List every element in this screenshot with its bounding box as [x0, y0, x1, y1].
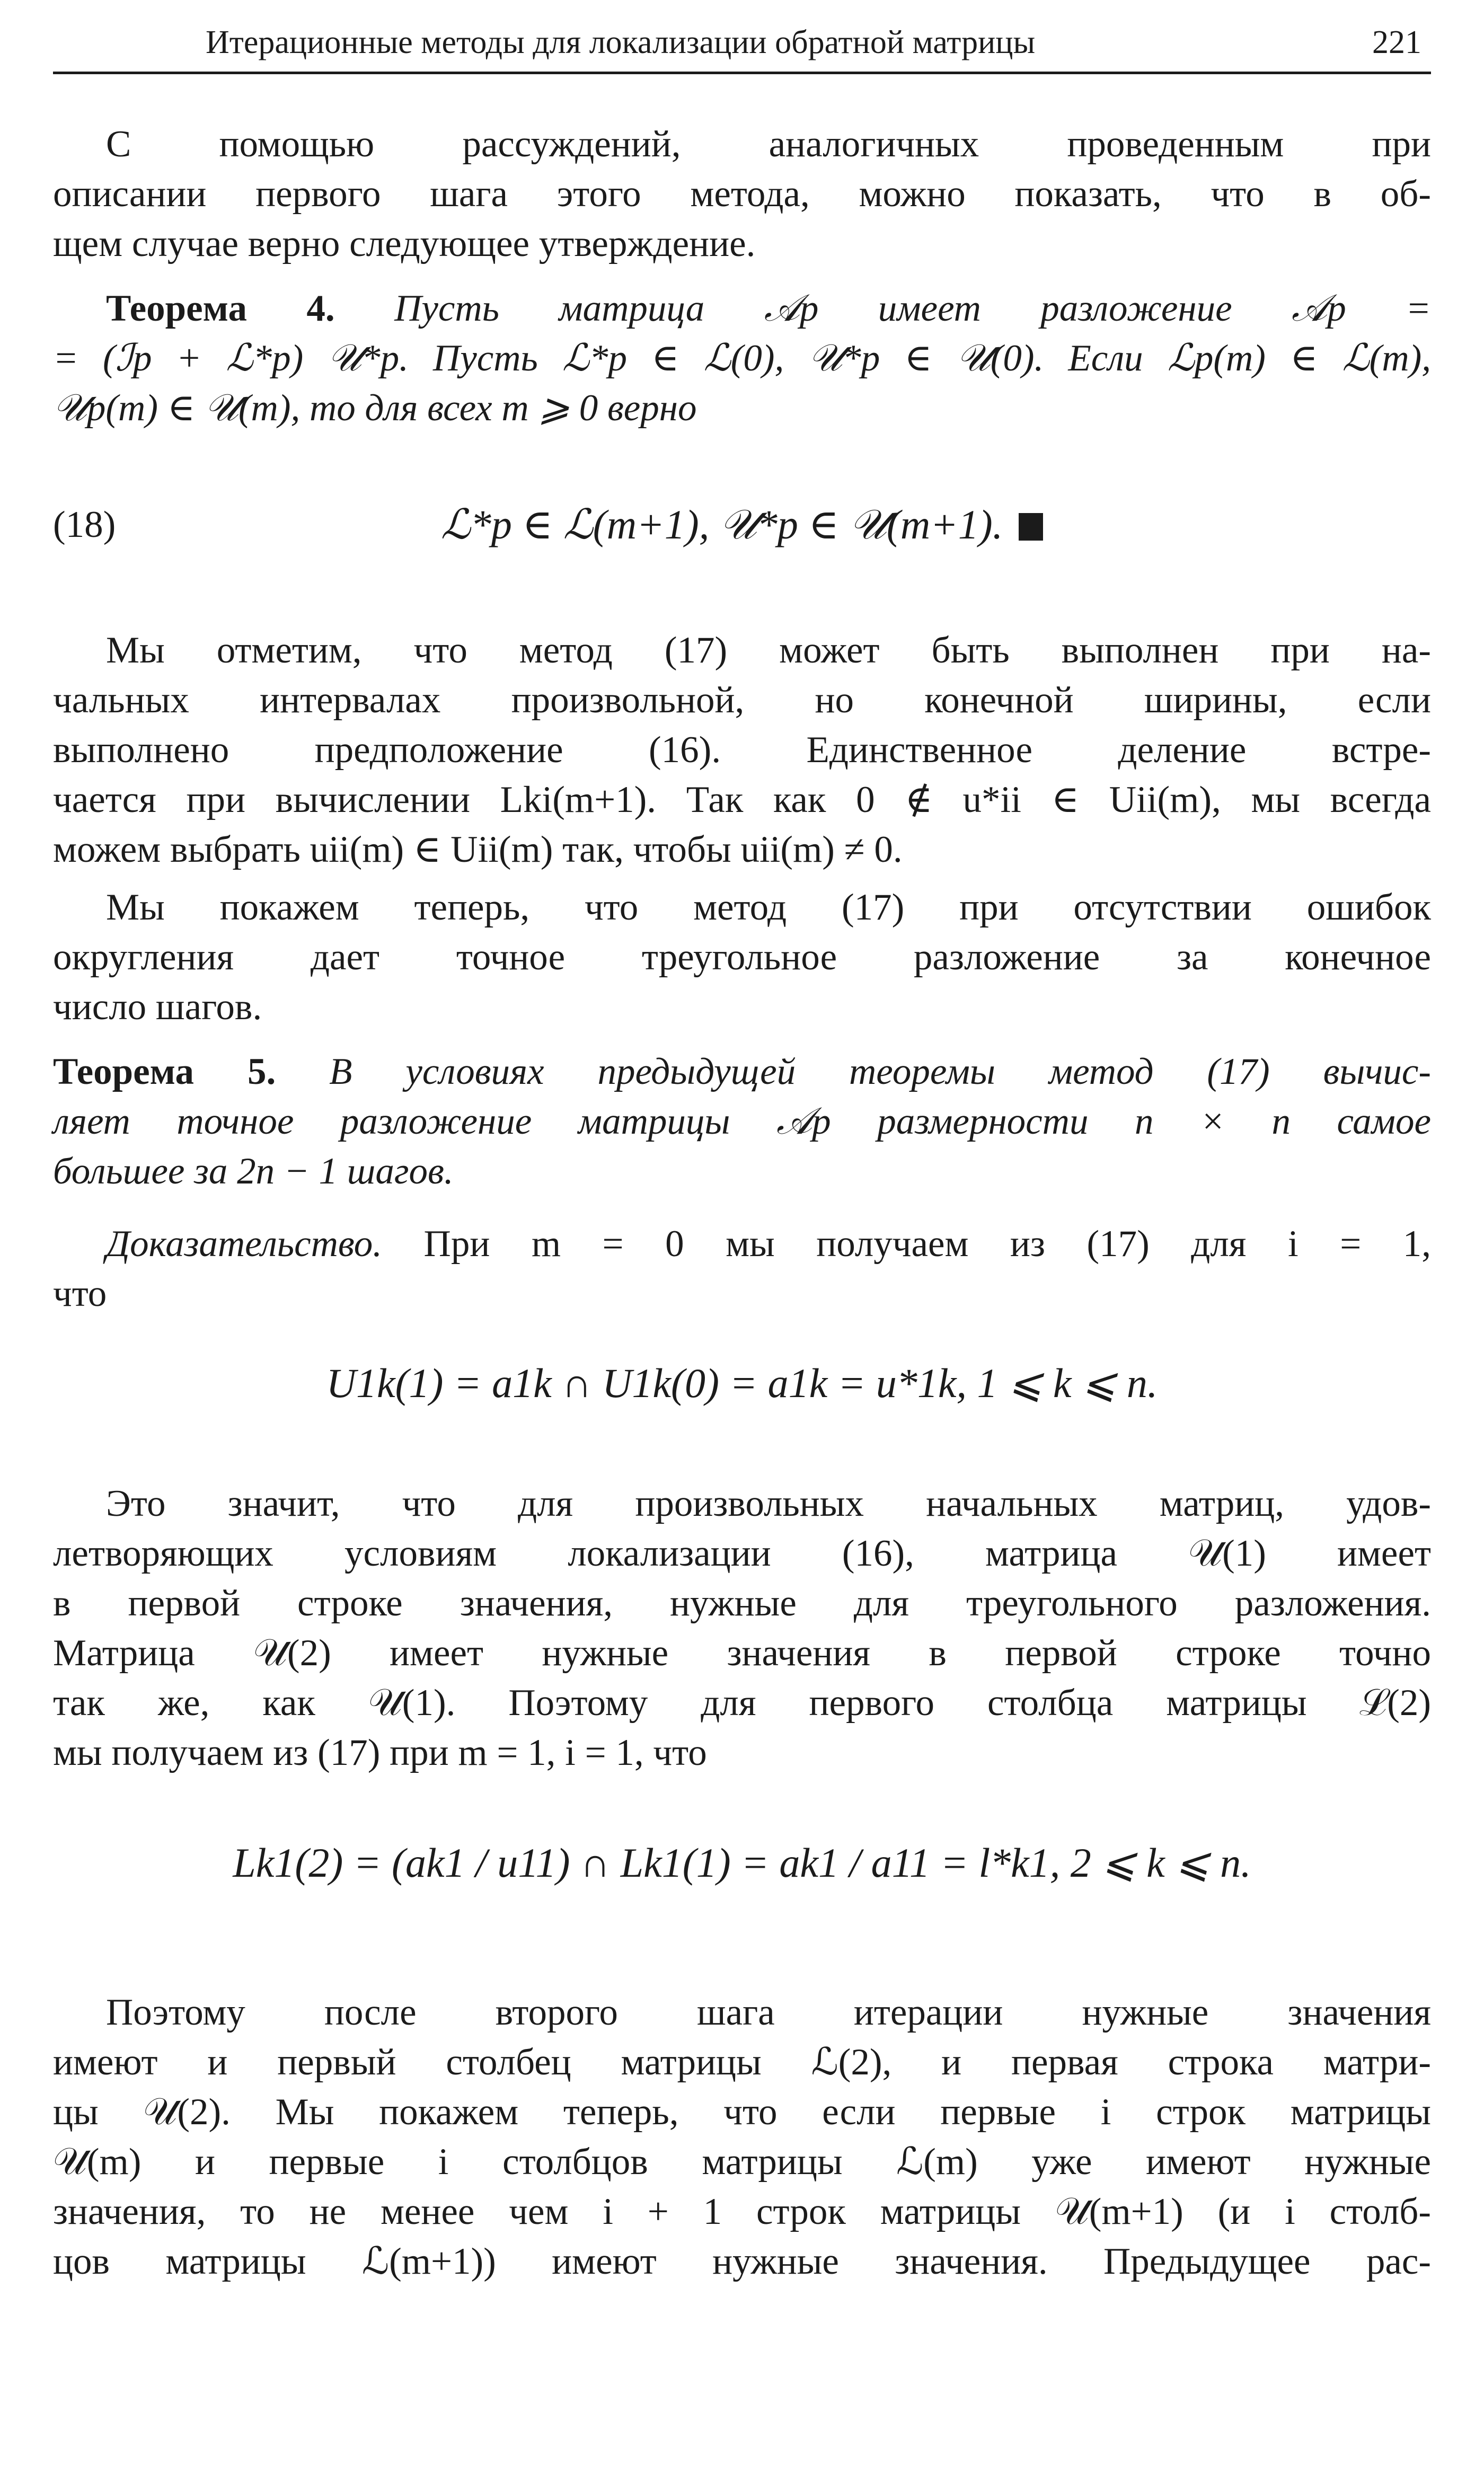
equation-18	[0, 496, 1484, 554]
theorem-4-line-2: = (ℐp + ℒ*p) 𝒰*p. Пусть ℒ*p ∈ ℒ(0), 𝒰*p ∈ 𝒰(0). Если ℒp(m) ∈ ℒ(m),	[53, 338, 1431, 379]
proof-line-2: что	[53, 1273, 107, 1314]
theorem-5-line-3: большее за 2n − 1 шагов.	[53, 1151, 454, 1192]
equation-u1k: U1k(1) = a1k ∩ U1k(0) = a1k = u*1k, 1 ⩽ k ⩽ n.	[326, 1360, 1158, 1406]
paragraph-4-line-6: мы получаем из (17) при m = 1, i = 1, что	[53, 1732, 707, 1773]
theorem-5-head: Теорема 5.	[53, 1051, 276, 1092]
theorem-4-text-1: Пусть матрица 𝒜p имеет разложение 𝒜p =	[394, 288, 1431, 329]
paragraph-5-line-1: Поэтому после второго шага итерации нужные значения	[106, 1992, 1431, 2033]
theorem-4-line-1	[53, 284, 1431, 333]
paragraph-5-line-5: значения, то не менее чем i + 1 строк матрицы 𝒰(m+1) (и i столб-	[53, 2191, 1431, 2232]
paragraph-3-line-3: число шагов.	[53, 986, 262, 1028]
paragraph-5-line-3: цы 𝒰(2). Мы покажем теперь, что если первые i строк матрицы	[53, 2091, 1431, 2133]
proof-text-1: При m = 0 мы получаем из (17) для i = 1,	[423, 1223, 1432, 1265]
paragraph-2-line-5: можем выбрать uii(m) ∈ Uii(m) так, чтобы uii(m) ≠ 0.	[53, 829, 903, 870]
paragraph-2-line-4: чается при вычислении Lki(m+1). Так как 0 ∉ u*ii ∈ Uii(m), мы всегда	[53, 779, 1431, 820]
theorem-4-line-3: 𝒰p(m) ∈ 𝒰(m), то для всех m ⩾ 0 верно	[53, 387, 697, 429]
paragraph-4-line-1: Это значит, что для произвольных начальных матриц, удов-	[106, 1483, 1431, 1524]
paragraph-4-line-5: так же, как 𝒰(1). Поэтому для первого столбца матрицы ℒ(2)	[53, 1682, 1431, 1724]
paragraph-1-line-2: описании первого шага этого метода, можно показать, что в об-	[53, 173, 1431, 215]
paragraph-4-line-4: Матрица 𝒰(2) имеет нужные значения в первой строке точно	[53, 1632, 1431, 1674]
paragraph-5-line-4: 𝒰(m) и первые i столбцов матрицы ℒ(m) уже имеют нужные	[53, 2141, 1431, 2183]
paragraph-2-line-2: чальных интервалах произвольной, но конечной ширины, если	[53, 679, 1431, 721]
paragraph-4-line-3: в первой строке значения, нужные для треугольного разложения.	[53, 1583, 1431, 1624]
running-head	[53, 13, 1431, 74]
end-of-proof-square-icon	[1019, 513, 1043, 541]
equation-18-number: (18)	[53, 504, 116, 545]
paragraph-4-line-2: летворяющих условиям локализации (16), матрица 𝒰(1) имеет	[53, 1533, 1431, 1574]
theorem-4-head: Теорема 4.	[106, 288, 335, 329]
theorem-5-text-1: В условиях предыдущей теоремы метод (17) вычис-	[329, 1051, 1432, 1092]
paragraph-5-line-2: имеют и первый столбец матрицы ℒ(2), и первая строка матри-	[53, 2042, 1431, 2083]
theorem-5-line-2: ляет точное разложение матрицы 𝒜p размерности n × n самое	[53, 1101, 1431, 1142]
paragraph-2-line-1: Мы отметим, что метод (17) может быть выполнен при на-	[106, 630, 1431, 671]
paragraph-2-line-3: выполнено предположение (16). Единственное деление встре-	[53, 729, 1431, 771]
running-head-title: Итерационные методы для локализации обратной матрицы	[206, 24, 1036, 60]
theorem-5-line-1	[53, 1047, 1431, 1097]
paragraph-3-line-2: округления дает точное треугольное разложение за конечное	[53, 937, 1431, 978]
equation-18-formula: ℒ*p ∈ ℒ(m+1), 𝒰*p ∈ 𝒰(m+1).	[440, 501, 1003, 547]
page-number: 221	[1372, 24, 1421, 60]
equation-lk1: Lk1(2) = (ak1 / u11) ∩ Lk1(1) = ak1 / a11 = l*k1, 2 ⩽ k ⩽ n.	[233, 1840, 1251, 1886]
proof-head: Доказательство.	[106, 1223, 383, 1265]
paragraph-5-line-6: цов матрицы ℒ(m+1)) имеют нужные значения. Предыдущее рас-	[53, 2241, 1431, 2282]
proof-line-1	[53, 1219, 1431, 1269]
paragraph-1-line-1: С помощью рассуждений, аналогичных проведенным при	[106, 123, 1431, 165]
paragraph-3-line-1: Мы покажем теперь, что метод (17) при отсутствии ошибок	[106, 887, 1431, 928]
paragraph-1-line-3: щем случае верно следующее утверждение.	[53, 223, 756, 264]
